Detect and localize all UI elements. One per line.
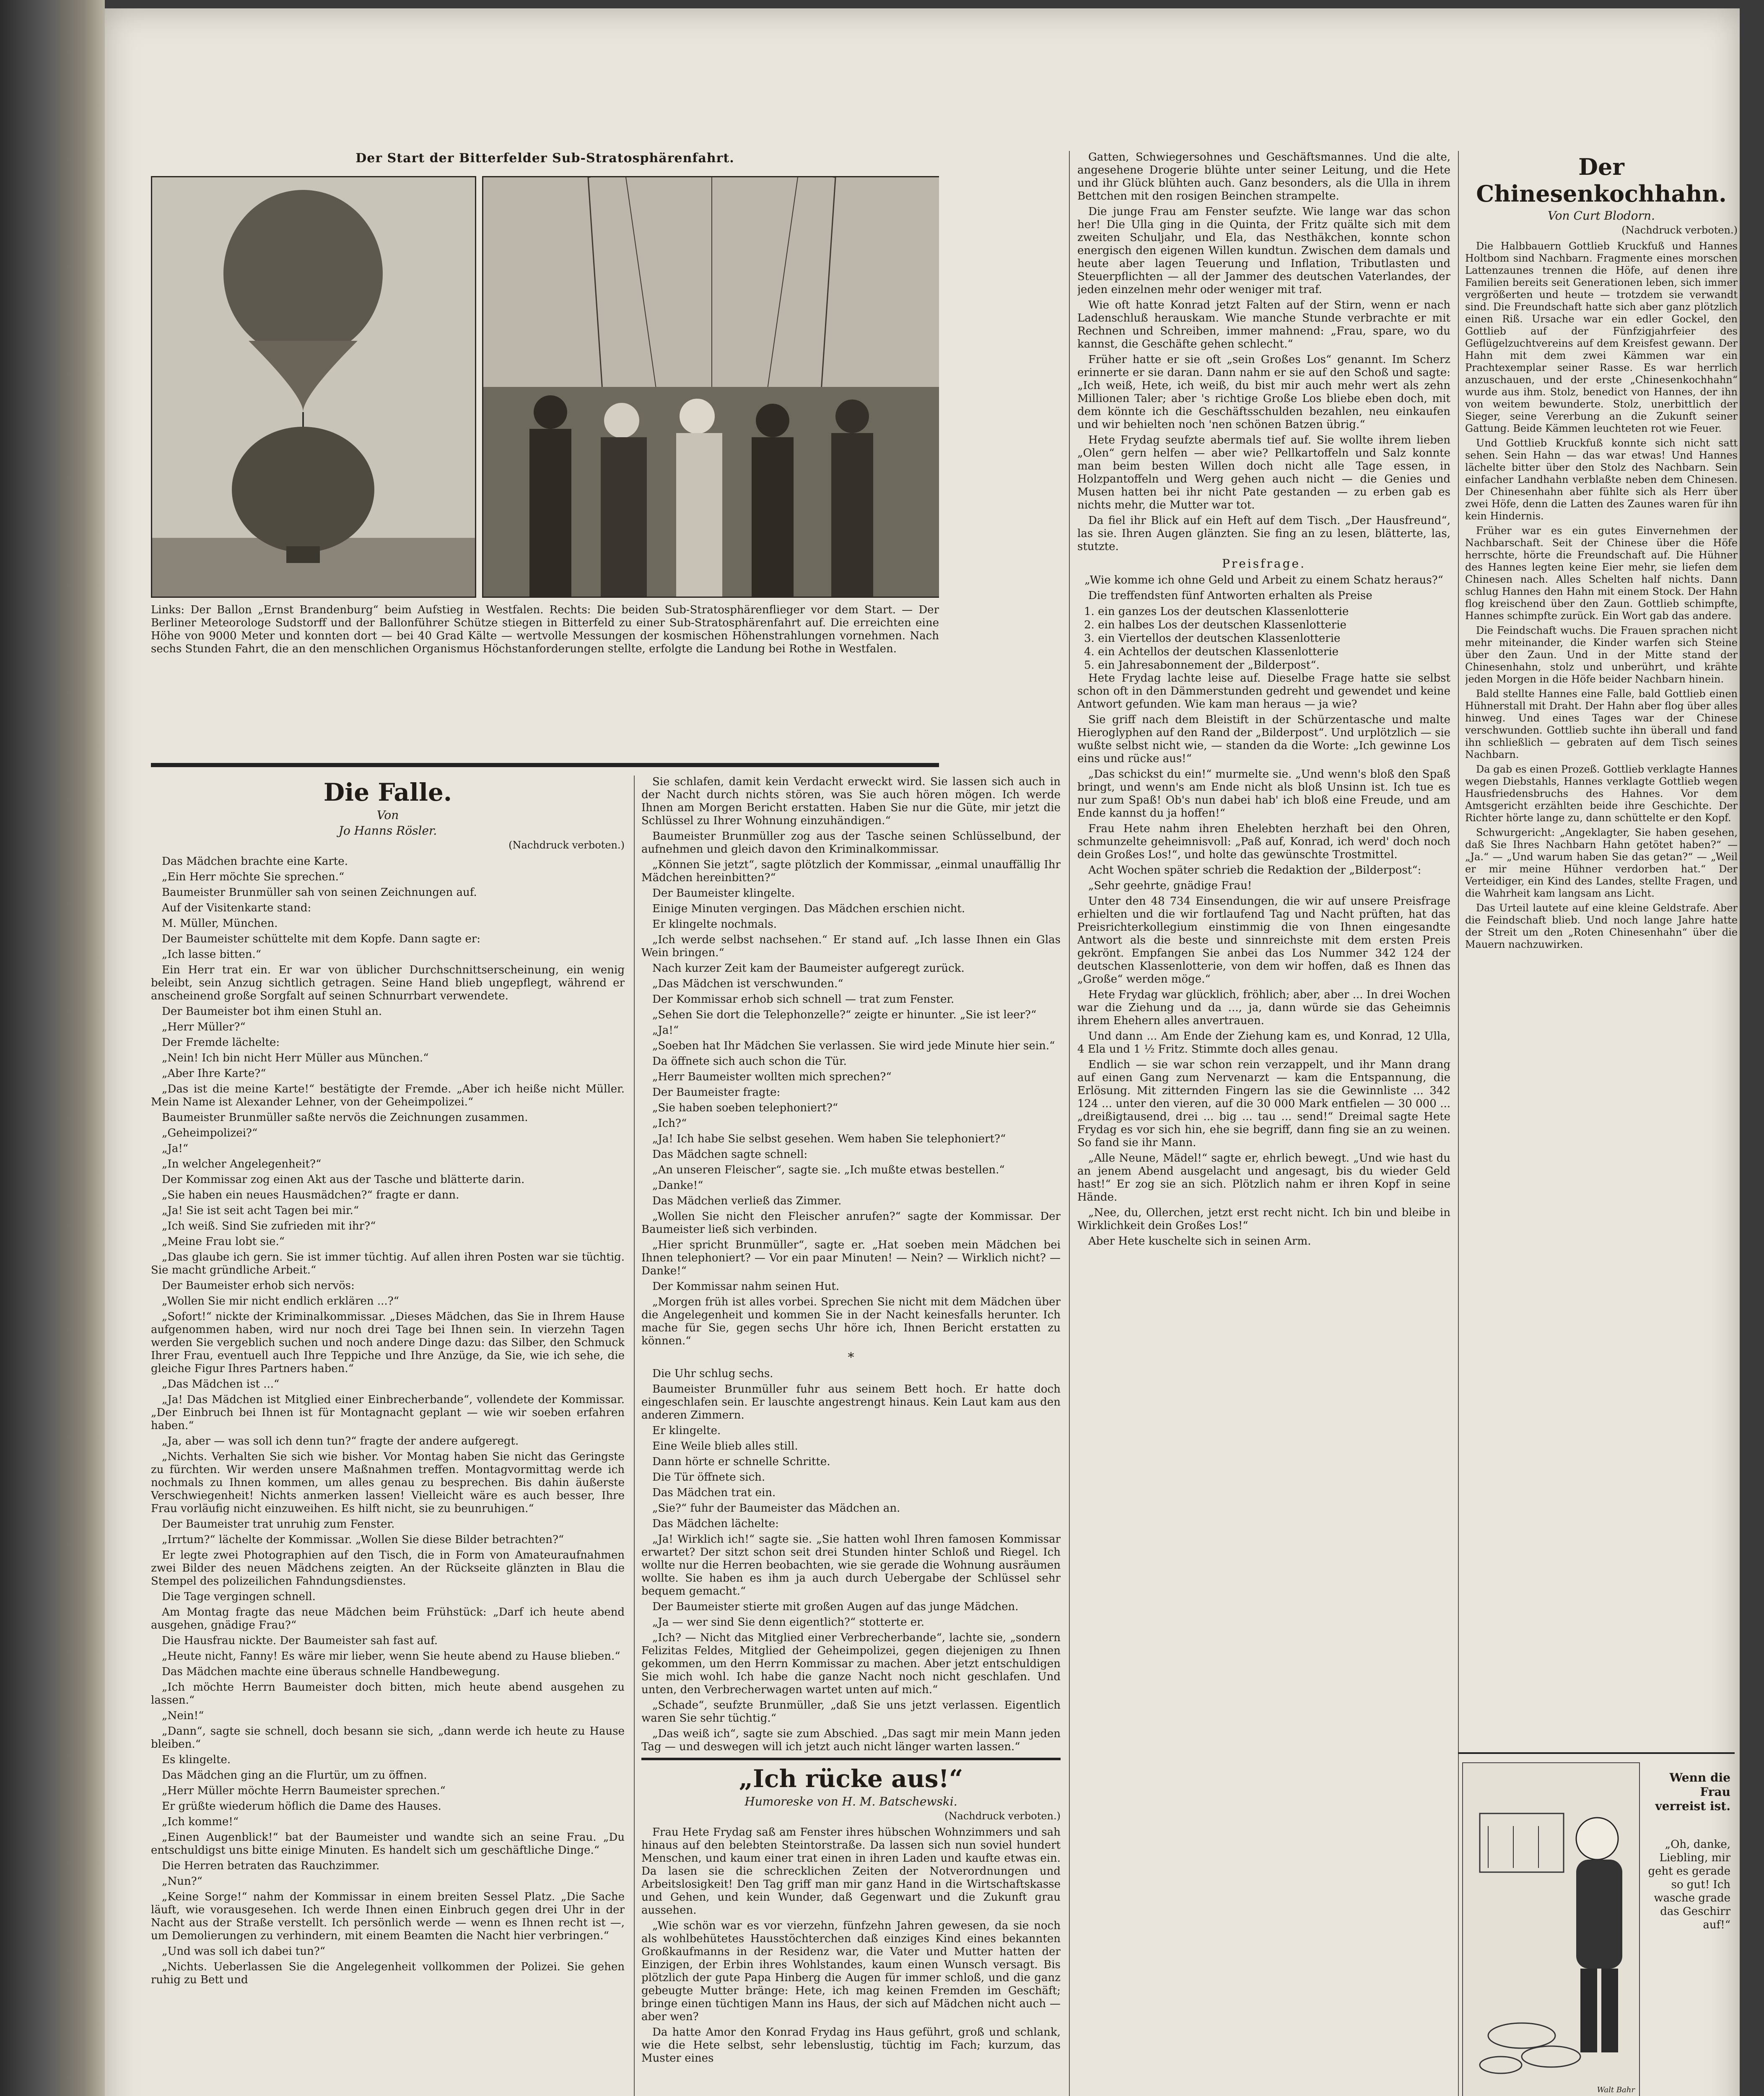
hete-column <box>1077 151 1450 2096</box>
cartoon-caption: Wenn die Frau verreist ist. <box>1655 1771 1730 1813</box>
paragraph: Die Tür öffnete sich. <box>652 1471 765 1484</box>
preis-title: Preisfrage. <box>1222 557 1306 571</box>
paragraph: Sie schlafen, damit kein Verdacht erweckt wird. Sie lassen sich auch in der Nacht durch nichts stören, was Sie auch hören mögen. Ich werde Ihnen am Morgen Bericht erstatten. Haben Sie nur die Güte, mir jetzt die Schlüssel zu Ihrer Wohnung einzuhändigen.“ <box>641 776 1061 827</box>
paragraph: Früher hatte er sie oft „sein Großes Los“ genannt. Im Scherz erinnerte er sie daran. Dann nahm er sie auf den Schoß und sagte: „Ich weiß, Hete, ich weiß, du bist mir auch mehr wert als zehn Millionen Taler; aber 's richtige Große Los bliebe eben doch, mit dem könnte ich die Geschäftsschulden bezahlen, neu einkaufen und wir behielten noch 'nen schönen Batzen übrig.“ <box>1077 353 1450 431</box>
paragraph: „Ich werde selbst nachsehen.“ Er stand auf. „Ich lasse Ihnen ein Glas Wein bringen.“ <box>641 934 1061 959</box>
paragraph: Baumeister Brunmüller saßte nervös die Zeichnungen zusammen. <box>162 1111 528 1124</box>
paragraph: „Ja!“ <box>652 1024 679 1037</box>
thick-rule-left <box>151 763 939 767</box>
paragraph: Der Kommissar zog einen Akt aus der Tasche und blätterte darin. <box>162 1173 525 1186</box>
paragraph: „Ja! Wirklich ich!“ sagte sie. „Sie hatten wohl Ihren famosen Kommissar erwartet? Der sitzt schon seit drei Stunden hinter Schloß und Riegel. Ich wollte nur die Herren beobachten, wie sie gerade die Wohnung ausräumen wollte. Sie haben es ihm ja auch durch Uebergabe der Schlüssel sehr bequem gemacht.“ <box>641 1533 1061 1598</box>
paragraph: Der Baumeister stierte mit großen Augen auf das junge Mädchen. <box>652 1601 1019 1613</box>
ruecke-rule <box>641 1758 1061 1760</box>
paragraph: „Irrtum?“ lächelte der Kommissar. „Wollen Sie diese Bilder betrachten?“ <box>162 1533 564 1546</box>
paragraph: „Sofort!“ nickte der Kriminalkommissar. „Dieses Mädchen, das Sie in Ihrem Hause aufgenommen haben, wird nur noch drei Tage bei Ihnen sein. In vierzehn Tagen werden Sie vergeblich suchen und noch andere Dinge dazu: das Silber, den Schmuck Ihrer Frau, eventuell auch Ihre Teppiche und Ihre Anzüge, da Sie, wie ich sehe, die gleiche Figur Ihres Partners haben.“ <box>151 1310 625 1375</box>
paragraph: „Wollen Sie nicht den Fleischer anrufen?“ sagte der Kommissar. Der Baumeister ließ sich verbinden. <box>641 1210 1061 1236</box>
cartoon-text: „Oh, danke, Liebling, mir geht es gerade so gut! Ich wasche grade das Geschirr auf!“ <box>1648 1838 1730 1931</box>
pilots-group-image <box>483 177 939 597</box>
paragraph: „Ich? — Nicht das Mitglied einer Verbrecherbande“, lachte sie, „sondern Felizitas Feldes, Mitglied der Geheimpolizei, gegen diejenigen zu Ihnen gekommen, um den Herrn Kommissar zu machen. Aber jetzt entschuldigen Sie mich wohl. Ich habe die ganze Nacht noch nicht geschlafen. Und unten, den Verbrecherwagen wartet unten auf mich.“ <box>641 1632 1061 1696</box>
chinesen-column <box>1465 151 1738 1744</box>
paragraph: „Geheimpolizei?“ <box>162 1127 258 1139</box>
balloon-photo-right <box>482 176 939 598</box>
paragraph: Wie oft hatte Konrad jetzt Falten auf der Stirn, wenn er nach Ladenschluß herauskam. Wie manche Stunde verbrachte er mit Rechnen und Schreiben, immer mahnend: „Frau, spare, wo du kannst, die Geschäfte gehen schlecht.“ <box>1077 299 1450 350</box>
paragraph: „Aber Ihre Karte?“ <box>162 1067 266 1080</box>
falle-title: Die Falle. <box>323 778 452 807</box>
paragraph: Und Gottlieb Kruckfuß konnte sich nicht satt sehen. Sein Hahn — das war etwas! Und Hannes lächelte bitter über den Stolz des Nachbarn. Sein einfacher Landhahn verblaßte neben dem Chinesen. Der Chinesenhahn aber fühlte sich als Herr über zwei Höfe, denn die Latten des Zaunes waren für ihn kein Hindernis. <box>1465 437 1738 522</box>
paragraph: Der Baumeister schüttelte mit dem Kopfe. Dann sagte er: <box>162 933 481 945</box>
column-divider <box>634 776 635 2096</box>
paragraph: Da fiel ihr Blick auf ein Heft auf dem Tisch. „Der Hausfreund“, las sie. Ihren Augen glänzten. Sie fing an zu lesen, blätterte, las, stutzte. <box>1077 514 1450 553</box>
chinesen-author: Von Curt Blodorn. <box>1548 209 1655 223</box>
paragraph: „Ein Herr möchte Sie sprechen.“ <box>162 871 345 883</box>
paragraph: „Sie haben soeben telephoniert?“ <box>652 1102 838 1114</box>
paragraph: „Das Mädchen ist verschwunden.“ <box>652 978 843 990</box>
ruecke-author: Humoreske von H. M. Batschewski. <box>745 1795 957 1808</box>
paragraph: „Hier spricht Brunmüller“, sagte er. „Hat soeben mein Mädchen bei Ihnen telephoniert? — Vor ein paar Minuten! — Nein? — Wirklich nicht? — Danke!“ <box>641 1239 1061 1277</box>
paragraph: Der Baumeister bot ihm einen Stuhl an. <box>162 1005 382 1018</box>
paragraph: Da hatte Amor den Konrad Frydag ins Haus geführt, groß und schlank, wie die Hete selbst, sehr lebenslustig, tüchtig im Fach; kurzum, das Muster eines <box>641 2026 1061 2065</box>
paragraph: „Wollen Sie mir nicht endlich erklären ...?“ <box>162 1295 399 1307</box>
prize-list-item: 2. ein halbes Los der deutschen Klassenlotterie <box>1084 619 1346 631</box>
paragraph: Dann hörte er schnelle Schritte. <box>652 1455 830 1468</box>
paragraph: Bald stellte Hannes eine Falle, bald Gottlieb einen Hühnerstall mit Draht. Der Hahn aber flog über alles hinweg. Und eines Tages war der Chinese verschwunden. Gottlieb suchte ihn überall und fand ihn schließlich — gebraten auf dem Tisch seines Nachbarn. <box>1465 688 1738 760</box>
paragraph: Acht Wochen später schrieb die Redaktion der „Bilderpost“: <box>1088 864 1422 877</box>
paragraph: Baumeister Brunmüller sah von seinen Zeichnungen auf. <box>162 886 477 899</box>
paragraph: Er grüßte wiederum höflich die Dame des Hauses. <box>162 1800 441 1813</box>
paragraph: „Nein!“ <box>162 1709 204 1722</box>
paragraph: Das Urteil lautete auf eine kleine Geldstrafe. Aber die Feindschaft blieb. Und noch lange Jahre hatte der Streit um den „Roten Chinesenhahn“ über die Mauern nachzuwirken. <box>1465 902 1738 950</box>
paragraph: Gatten, Schwiegersohnes und Geschäftsmannes. Und die alte, angesehene Drogerie blühte unter seiner Leitung, und die Hete und ihr Glück blühten auch. Ganz besonders, als die Ulla in ihrem Bettchen mit den rosigen Beinchen strampelte. <box>1077 151 1450 202</box>
falle-col2-text <box>641 776 1061 1754</box>
cartoon-section <box>1458 1752 1735 2096</box>
paragraph: „Das ist die meine Karte!“ bestätigte der Fremde. „Aber ich heiße nicht Müller. Mein Name ist Alexander Lehner, von der Geheimpolizei.“ <box>151 1083 625 1108</box>
col3-text <box>1077 151 1450 553</box>
preis-list <box>1077 605 1450 672</box>
paragraph: Nach kurzer Zeit kam der Baumeister aufgeregt zurück. <box>652 962 965 975</box>
paragraph: Einige Minuten vergingen. Das Mädchen erschien nicht. <box>652 903 965 915</box>
paragraph: Der Kommissar nahm seinen Hut. <box>652 1280 840 1293</box>
paragraph: „An unseren Fleischer“, sagte sie. „Ich mußte etwas bestellen.“ <box>652 1164 1005 1176</box>
paragraph: Das Mädchen lächelte: <box>652 1518 779 1530</box>
paragraph: Die Hausfrau nickte. Der Baumeister sah fast auf. <box>162 1634 438 1647</box>
falle-note: (Nachdruck verboten.) <box>508 839 625 851</box>
paragraph: Das Mädchen ging an die Flurtür, um zu öffnen. <box>162 1769 427 1782</box>
paragraph: Baumeister Brunmüller zog aus der Tasche seinen Schlüsselbund, der aufnehmen und gleich davon den Kriminalkommissar. <box>641 830 1061 856</box>
paragraph: „Ja! Sie ist seit acht Tagen bei mir.“ <box>162 1204 359 1217</box>
paragraph: „Einen Augenblick!“ bat der Baumeister und wandte sich an seine Frau. „Du entschuldigst uns bitte einige Minuten. Es handelt sich um geschäftliche Dinge.“ <box>151 1831 625 1857</box>
paragraph: „Das Mädchen ist ...“ <box>162 1378 280 1390</box>
paragraph: Das Mädchen sagte schnell: <box>652 1148 808 1161</box>
paragraph: Unter den 48 734 Einsendungen, die wir auf unsere Preisfrage erhielten und die wir fortlaufend Tag und Nacht prüften, hat das Preisrichterkollegium einstimmig die von Ihnen eingesandte Antwort als die beste und sinnreichste mit dem ersten Preis gekrönt. Empfangen Sie anbei das Los Nummer 342 124 der deutschen Klassenlotterie, von dem wir hoffen, daß es Ihnen das „Große“ werden möge.“ <box>1077 895 1450 986</box>
paragraph: Da öffnete sich auch schon die Tür. <box>652 1055 847 1068</box>
paragraph: „Alle Neune, Mädel!“ sagte er, ehrlich bewegt. „Und wie hast du an jenem Abend ausgelacht und angesagt, bis du wieder Geld hast!“ Er zog sie an sich. Plötzlich nahm er ihren Kopf in seine Hände. <box>1077 1152 1450 1204</box>
paragraph: „Ich möchte Herrn Baumeister doch bitten, mich heute abend ausgehen zu lassen.“ <box>151 1681 625 1707</box>
ruecke-text <box>641 1826 1061 2065</box>
paragraph: „Nun?“ <box>162 1875 202 1888</box>
paragraph: Das Mädchen verließ das Zimmer. <box>652 1195 842 1207</box>
chinesen-text <box>1465 240 1738 951</box>
paragraph: „Nichts. Verhalten Sie sich wie bisher. Vor Montag haben Sie nicht das Geringste zu fürchten. Wir werden unsere Maßnahmen treffen. Montagvormittag werde ich nochmals zu Ihnen kommen, um alles genau zu besprechen. Bis dahin äußerste Verschwiegenheit! Nichts anmerken lassen! Vielleicht wäre es auch besser, Ihre Frau vorläufig nicht einzuweihen. Es hilft nicht, sie zu beunruhigen.“ <box>151 1450 625 1515</box>
paragraph: Die Halbbauern Gottlieb Kruckfuß und Hannes Holtbom sind Nachbarn. Fragmente eines morschen Lattenzaunes trennen die Höfe, auf denen ihre Familien bereits seit Generationen leben, sich immer vergrößerten und heute — trotzdem sie verwandt sind. Die Freundschaft hatte sich aber ganz plötzlich einen Riß. Ursache war ein edler Gockel, den Gottlieb auf der Fünfzigjahrfeier des Geflügelzuchtvereins auf dem Kreisfest gewann. Der Hahn mit dem zwei Kämmen war ein Prachtexemplar seiner Rasse. Es war herrlich anzuschauen, und der erste „Chinesenkochhahn“ wurde aus ihm. Stolz, benedict von Hannes, der ihn von weitem bewunderte. Stolz, unerbittlich der Sieger, seine Vererbung an die Zukunft seiner Gattung. Beide Kämmen leuchteten rot wie Feuer. <box>1465 240 1738 434</box>
paragraph: Die junge Frau am Fenster seufzte. Wie lange war das schon her! Die Ulla ging in die Quinta, der Fritz quälte sich mit dem zweiten Schuljahr, und Ela, das Nesthäkchen, konnte schon energisch den eigenen Willen kundtun. Zwischen dem damals und heute aber lagen Teuerung und Inflation, Tributlasten und Steuerpflichten — all der Jammer des deutschen Vaterlandes, der jeden einzelnen mehr oder weniger mit traf. <box>1077 205 1450 296</box>
paragraph: „Schade“, seufzte Brunmüller, „daß Sie uns jetzt verlassen. Eigentlich waren Sie sehr tüchtig.“ <box>641 1699 1061 1725</box>
paragraph: Und dann ... Am Ende der Ziehung kam es, und Konrad, 12 Ulla, 4 Ela und 1 ½ Fritz. Stimmte doch alles genau. <box>1077 1030 1450 1056</box>
falle-column-1 <box>151 776 625 2096</box>
paragraph: „Ich weiß. Sind Sie zufrieden mit ihr?“ <box>162 1220 376 1232</box>
balloon-photo-left <box>151 176 476 598</box>
paragraph: „Das weiß ich“, sagte sie zum Abschied. „Das sagt mir mein Mann jeden Tag — und deswegen will ich jetzt auch nicht länger warten lassen.“ <box>641 1728 1061 1753</box>
prize-list-item: 1. ein ganzes Los der deutschen Klassenlotterie <box>1084 605 1349 618</box>
paragraph: „Sehr geehrte, gnädige Frau! <box>1088 879 1252 892</box>
paragraph: „Ja!“ <box>162 1142 189 1155</box>
paragraph: „Heute nicht, Fanny! Es wäre mir lieber, wenn Sie heute abend zu Hause blieben.“ <box>162 1650 620 1663</box>
ruecke-title: „Ich rücke aus!“ <box>739 1764 963 1793</box>
paragraph: „Morgen früh ist alles vorbei. Sprechen Sie nicht mit dem Mädchen über die Angelegenheit und kommen Sie in der Nacht keinesfalls herunter. Ich mache für Sie, gegen sechs Uhr höre ich, Ihnen Bericht erstatten zu können.“ <box>641 1296 1061 1347</box>
paragraph: Hete Frydag seufzte abermals tief auf. Sie wollte ihrem lieben „Olen“ gern helfen — aber wie? Pellkartoffeln und Salz konnte man beim besten Willen doch nicht alle Tage essen, in Holzpantoffeln und Werg gehen auch nicht — die Genies und Musen hatten bei ihr nicht Pate gestanden — zu erben gab es nichts mehr, die Mutter war tot. <box>1077 434 1450 511</box>
paragraph: Eine Weile blieb alles still. <box>652 1440 798 1453</box>
paragraph: Früher war es ein gutes Einvernehmen der Nachbarschaft. Seit der Chinese über die Höfe herrschte, hörte die Freundschaft auf. Die Hühner des Hannes legten keine Eier mehr, sie liefen dem Chinesen nach. Alles Schelten half nichts. Dann schlug Hannes den Hahn mit einem Stock. Der Hahn flog kreischend über den Zaun. Gottlieb schimpfte, Hannes schimpfte zurück. Ein Wort gab das andere. <box>1465 525 1738 622</box>
paragraph: „Dann“, sagte sie schnell, doch besann sie sich, „dann werde ich heute zu Hause bleiben.“ <box>151 1725 625 1751</box>
preis-intro: Die treffendsten fünf Antworten erhalten als Preise <box>1088 589 1372 602</box>
falle-author-von: Von <box>376 808 399 822</box>
falle-author: Jo Hanns Rösler. <box>338 824 437 838</box>
paragraph: „Herr Baumeister wollten mich sprechen?“ <box>652 1071 892 1083</box>
paragraph: „Herr Müller?“ <box>162 1021 246 1033</box>
balloon-caption: Links: Der Ballon „Ernst Brandenburg“ beim Aufstieg in Westfalen. Rechts: Die beiden Sub-Stratosphärenflieger vor dem Start. — Der Berliner Meteorologe Sudstorff und der Ballonführer Schütze stiegen in Bitterfeld zu einer Sub-Stratosphärenfahrt auf. Die erreichten eine Höhe von 9000 Meter und konnten dort — bei 40 Grad Kälte — wertvolle Messungen der kosmischen Höhenstrahlungen vornehmen. Nach sechs Stunden Fahrt, die an den menschlichen Organismus Höchstanforderungen stellte, erfolgte die Landung bei Rothe in Westfalen. <box>151 604 939 655</box>
paragraph: Baumeister Brunmüller fuhr aus seinem Bett hoch. Er hatte doch eingeschlafen sein. Er lauschte angestrengt hinaus. Kein Laut kam aus den anderen Zimmern. <box>641 1383 1061 1422</box>
prize-list-item: 5. ein Jahresabonnement der „Bilderpost“. <box>1084 659 1320 672</box>
paragraph: „Sie?“ fuhr der Baumeister das Mädchen an. <box>652 1502 900 1515</box>
paragraph: Da gab es einen Prozeß. Gottlieb verklagte Hannes wegen Diebstahls, Hannes verklagte Gottlieb wegen Hausfriedensbruchs des Hahnes. Vor dem Amtsgericht erzählten beide ihre Geschichte. Der Richter hörte lange zu, dann schüttelte er den Kopf. <box>1465 763 1738 824</box>
paragraph: Er klingelte nochmals. <box>652 918 777 931</box>
paragraph: Sie griff nach dem Bleistift in der Schürzentasche und malte Hieroglyphen auf den Rand der „Bilderpost“. Und urplötzlich — sie wußte selbst nicht wie, — standen da die Worte: „Ich gewinne Los eins und rücke aus!“ <box>1077 713 1450 765</box>
paragraph: „Nein! Ich bin nicht Herr Müller aus München.“ <box>162 1052 429 1064</box>
paragraph: Das Mädchen machte eine überaus schnelle Handbewegung. <box>162 1665 500 1678</box>
paragraph: Auf der Visitenkarte stand: <box>162 902 311 914</box>
paragraph: Er legte zwei Photographien auf den Tisch, die in Form von Amateuraufnahmen zwei Bilder des neuen Mädchens zeigten. An der Rückseite glänzten in Blau die Stempel des polizeilichen Fahndungsdienstes. <box>151 1549 625 1588</box>
paragraph: Frau Hete Frydag saß am Fenster ihres hübschen Wohnzimmers und sah hinaus auf den belebten Steintorstraße. Da lassen sich nun soviel hundert Menschen, und kaum einer trat einen in ihren Laden und kaufte etwas ein. Da lasen sie die schrecklichen Zeiten der Notverordnungen und Arbeitslosigkeit! Den Tag griff man mir ganz Hand in die Wirtschaftskasse und Gehen, und kein Wunder, daß Gegenwart und die Zukunft grau aussehen. <box>641 1826 1061 1917</box>
paragraph: Der Baumeister trat unruhig zum Fenster. <box>162 1518 395 1530</box>
paragraph: „Herr Müller möchte Herrn Baumeister sprechen.“ <box>162 1785 446 1797</box>
balloon-section <box>151 151 939 746</box>
paragraph: Endlich — sie war schon rein verzappelt, und ihr Mann drang auf einen Gang zum Nervenarzt — kam die Entspannung, die Erlösung. Mit zitternden Fingern las sie die Gewinnliste ... 342 124 ... unter den vieren, auf die 30 000 Mark entfielen — 30 000 ... „dreißigtausend, drei ... big ... tau ... send!“ Dreimal sagte Hete Frydag es vor sich hin, ehe sie begriff, dann fing sie an zu weinen. So fand sie ihr Mann. <box>1077 1058 1450 1149</box>
prize-list-item: 4. ein Achtellos der deutschen Klassenlotterie <box>1084 646 1339 658</box>
balloon-photo-header: Der Start der Bitterfelder Sub-Stratosphärenfahrt. <box>355 151 734 166</box>
paragraph: „Keine Sorge!“ nahm der Kommissar in einem breiten Sessel Platz. „Die Sache läuft, wie vorausgesehen. Ich werde Ihnen einen Einbruch gegen drei Uhr in der Nacht aus der Straße verstellt. Ich persönlich werde — wenn es Ihnen recht ist —, um Demolierungen zu verhindern, mit einem Beamten die Nacht hier verbringen.“ <box>151 1891 625 1942</box>
paragraph: Ein Herr trat ein. Er war von üblicher Durchschnittserscheinung, ein wenig beleibt, sein Anzug sichtlich getragen. Seine Hand blieb ungepflegt, während er anscheinend große Sorgfalt auf seinen Schnurrbart verwendete. <box>151 964 625 1002</box>
paragraph: „Soeben hat Ihr Mädchen Sie verlassen. Sie wird jede Minute hier sein.“ <box>652 1040 1055 1052</box>
paragraph: „Das glaube ich gern. Sie ist immer tüchtig. Auf allen ihren Posten war sie tüchtig. Sie macht gründliche Arbeit.“ <box>151 1251 625 1276</box>
chinesen-note: (Nachdruck verboten.) <box>1621 224 1738 236</box>
paragraph: „Wie schön war es vor vierzehn, fünfzehn Jahren gewesen, da sie noch als wohlbehütetes Hausstöchterchen daß einziges Kind eines bekannten Großkaufmanns in der Residenz war, die Vater und Mutter hatten der Einzigen, der Erbin ihres Wohlstandes, kaum einen Wunsch versagt. Bis plötzlich der gute Papa Hinberg die Augen für immer schloß, und die ganz gebeugte Mutter bränge: Hete, ich mag keinen Fremden im Geschäft; bringe einen tüchtigen Mann ins Haus, der sich auf Mädchen nicht auch — aber wen? <box>641 1920 1061 2023</box>
paragraph: „Nee, du, Ollerchen, jetzt erst recht nicht. Ich bin und bleibe in Wirklichkeit dein Großes Los!“ <box>1077 1206 1450 1232</box>
paragraph: „Sehen Sie dort die Telephonzelle?“ zeigte er hinunter. „Sie ist leer?“ <box>652 1009 1037 1021</box>
paragraph: „Danke!“ <box>652 1179 703 1192</box>
paragraph: Hete Frydag lachte leise auf. Dieselbe Frage hatte sie selbst schon oft in den Dämmerstunden gedreht und gewendet und keine Antwort gefunden. Wie kam man heraus — ja wie? <box>1077 672 1450 711</box>
book-binding <box>0 0 105 2096</box>
paragraph: „Nichts. Ueberlassen Sie die Angelegenheit vollkommen der Polizei. Sie gehen ruhig zu Bett und <box>151 1961 625 1986</box>
paragraph: Der Fremde lächelte: <box>162 1036 280 1049</box>
paragraph: „In welcher Angelegenheit?“ <box>162 1158 322 1170</box>
prize-list-item: 3. ein Viertellos der deutschen Klassenlotterie <box>1084 632 1341 645</box>
paragraph: „Ich?“ <box>652 1117 687 1130</box>
paragraph: Das Mädchen trat ein. <box>652 1486 776 1499</box>
column-divider <box>1069 151 1070 2096</box>
paragraph: Die Uhr schlug sechs. <box>652 1367 773 1380</box>
col3-text2 <box>1077 672 1450 1248</box>
paragraph: „Ja, aber — was soll ich denn tun?“ fragte der andere aufgeregt. <box>162 1435 519 1447</box>
paragraph: Frau Hete nahm ihren Ehelebten herzhaft bei den Ohren, schmunzelte geheimnisvoll: „Paß auf, Konrad, ich werd' doch noch dein Großes Los!“, und holte das gewünschte Trostmittel. <box>1077 822 1450 861</box>
paragraph: Die Herren betraten das Rauchzimmer. <box>162 1860 380 1872</box>
balloon-launch-image <box>152 177 475 597</box>
paragraph: Am Montag fragte das neue Mädchen beim Frühstück: „Darf ich heute abend ausgehen, gnädige Frau?“ <box>151 1606 625 1632</box>
paragraph: „Ja! Das Mädchen ist Mitglied einer Einbrecherbande“, vollendete der Kommissar. „Der Einbruch bei Ihnen ist für Montagnacht geplant — wie wir soeben erfahren haben.“ <box>151 1393 625 1432</box>
cartoon-signature: Walt Bahr <box>1597 2086 1635 2094</box>
paragraph: Hete Frydag war glücklich, fröhlich; aber, aber ... In drei Wochen war die Ziehung und da ..., ja, dann würde sie das Geheimnis ihrem Ehehern alles anvertrauen. <box>1077 988 1450 1027</box>
newspaper-page <box>105 8 1740 2096</box>
paragraph: Die Feindschaft wuchs. Die Frauen sprachen nicht mehr miteinander, die Kinder warfen sich Steine über den Zaun. Und in der Mitte stand der Chinesenhahn, stolz und unberührt, und krähte jeden Morgen in die Höfe beider Nachbarn hinein. <box>1465 625 1738 685</box>
paragraph: „Das schickst du ein!“ murmelte sie. „Und wenn's bloß den Spaß bringt, und wenn's am Ende nicht als bloß Unsinn ist. Ich tue es nur zum Spaß! Ob's nun dabei hab' ich bloß eine Freude, und am Ende kannst du ja hoffen!“ <box>1077 768 1450 820</box>
paragraph: „Und was soll ich dabei tun?“ <box>162 1945 326 1958</box>
paragraph: „Ja! Ich habe Sie selbst gesehen. Wem haben Sie telephoniert?“ <box>652 1133 1006 1145</box>
preis-question: „Wie komme ich ohne Geld und Arbeit zu einem Schatz heraus?“ <box>1084 574 1443 586</box>
paragraph: Der Baumeister erhob sich nervös: <box>162 1279 355 1292</box>
paragraph: Das Mädchen brachte eine Karte. <box>162 855 348 868</box>
cartoon-image <box>1462 1762 1640 2096</box>
cartoon-drawing <box>1463 1763 1639 2096</box>
paragraph: „Ja — wer sind Sie denn eigentlich?“ stotterte er. <box>652 1616 924 1629</box>
ruecke-note: (Nachdruck verboten.) <box>944 1810 1061 1822</box>
paragraph: Es klingelte. <box>162 1754 231 1766</box>
paragraph: Der Baumeister klingelte. <box>652 887 795 900</box>
falle-column-2 <box>641 776 1061 2096</box>
paragraph: „Meine Frau lobt sie.“ <box>162 1235 285 1248</box>
paragraph: Der Baumeister fragte: <box>652 1086 781 1099</box>
chinesen-title: Der Chinesenkochhahn. <box>1476 153 1727 207</box>
paragraph: „Können Sie jetzt“, sagte plötzlich der Kommissar, „einmal unauffällig Ihr Mädchen hereinbitten?“ <box>641 859 1061 884</box>
falle-col1-text <box>151 855 625 1987</box>
paragraph: * <box>848 1350 854 1365</box>
paragraph: Schwurgericht: „Angeklagter, Sie haben gesehen, daß Sie Ihres Nachbarn Hahn getötet haben?“ — „Ja.“ — „Und warum haben Sie das getan?“ — „Weil er mir meine Hühner verdorben hat.“ Der Verteidiger, ein Kind des Landes, stellte Fragen, und die Wahrheit kam langsam ans Licht. <box>1465 827 1738 899</box>
paragraph: Der Kommissar erhob sich schnell — trat zum Fenster. <box>652 993 955 1006</box>
paragraph: Er klingelte. <box>652 1424 721 1437</box>
paragraph: M. Müller, München. <box>162 917 278 930</box>
paragraph: „Sie haben ein neues Hausmädchen?“ fragte er dann. <box>162 1189 459 1201</box>
paragraph: Die Tage vergingen schnell. <box>162 1590 316 1603</box>
paragraph: Aber Hete kuschelte sich in seinen Arm. <box>1088 1235 1311 1248</box>
paragraph: „Ich komme!“ <box>162 1816 239 1828</box>
paragraph: „Ich lasse bitten.“ <box>162 948 262 961</box>
